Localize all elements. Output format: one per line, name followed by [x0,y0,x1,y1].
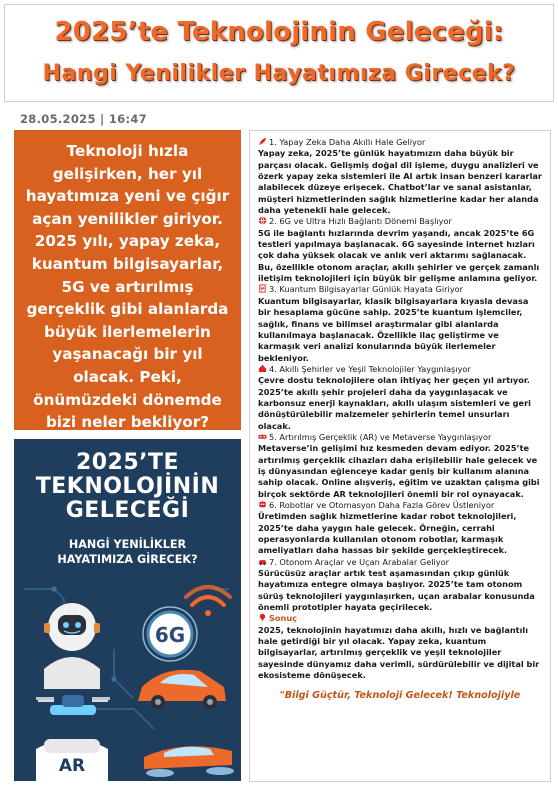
closing-quote: "Bilgi Güçtür, Teknoloji Gelecek! Teknolojiyle [279,689,521,701]
page-title: 2025’te Teknolojinin Geleceği: [54,17,504,47]
poster-artwork [14,439,241,781]
robot-icon [258,500,267,509]
section-body: Üretimden sağlık hizmetlerine kadar robot teknolojileri, 2025’te daha yaygın hale gelecek. Örneğin, cerrahi operasyonlarda kullanılan otonom robotlar, karmaşık ameliyatları daha hassas bir şekilde gerçekleştirecek. [258,511,517,556]
wifi-icon [186,587,230,616]
section-conclusion [258,613,542,681]
section-ai [258,137,542,216]
globe-icon [258,216,267,225]
section-heading: Sonuç [258,613,542,624]
vr-headset-icon [258,432,267,441]
badge-6g-label: 6G [154,623,186,647]
flying-car-figure [144,746,234,777]
poster-title-line2: TEKNOLOJİNİN [35,474,220,499]
car-figure [138,670,226,709]
section-heading: 4. Akıllı Şehirler ve Yeşil Teknolojiler Yaygınlaşıyor [258,364,542,375]
poster-subtitle-line2: HAYATIMIZA GİRECEK? [57,553,198,566]
section-heading: 2. 6G ve Ultra Hızlı Bağlantı Dönemi Başlıyor [258,216,542,227]
pin-icon [258,613,267,622]
poster-title-line3: GELECEĞİ [65,498,190,523]
section-quantum [258,284,542,363]
badge-ar-label: AR [58,756,86,776]
section-heading: 3. Kuantum Bilgisayarlar Günlük Hayata Giriyor [258,284,542,295]
car-icon [258,557,267,566]
section-ar [258,432,542,500]
section-heading: 6. Robotlar ve Otomasyon Daha Fazla Görev Üstleniyor [258,500,542,511]
section-heading: 7. Otonom Araçlar ve Uçan Arabalar Geliyor [258,557,542,568]
title-banner [4,4,554,102]
section-heading: 5. Artırılmış Gerçeklik (AR) ve Metaverse Yaygınlaşıyor [258,432,542,443]
intro-text: Teknoloji hızla gelişirken, her yıl hayatımıza yeni ve çığır açan yenilikler giriyor. 2025 yılı, yapay zeka, kuantum bilgisayarlar, 5G ve artırılmış gerçeklik gibi alanlarda büyük ilerlemelerin yaşanacağı bir yıl olacak. Peki, önümüzdeki dönemde bizi neler bekliyor? [25,142,230,432]
rocket-icon [258,137,267,146]
article-body [249,130,551,782]
document-icon [258,284,267,293]
section-body: Metaverse’in gelişimi hız kesmeden devam ediyor. 2025’te artırılmış gerçeklik cihazları daha erişilebilir hale gelecek ve iş dünyasından eğlenceye kadar geniş bir kullanım alanına sahip olacak. Online alışveriş, eğitim ve uzaktan çalışma gibi birçok sektörde AR teknolojileri önemli bir rol oynayacak. [258,443,540,499]
robot-figure [44,603,100,689]
publish-date: 28.05.2025 | 16:47 [20,112,147,126]
section-body: 2025, teknolojinin hayatımızı daha akıllı, hızlı ve bağlantılı hale getirdiği bir yıl olacak. Yapay zeka, kuantum bilgisayarlar, artırılmış gerçeklik ve yeşil teknolojiler sayesinde dünyamız daha verimli, sürdürülebilir ve dijital bir ekosisteme dönüşecek. [258,624,540,681]
section-body: Kuantum bilgisayarlar, klasik bilgisayarlara kıyasla devasa bir hesaplama gücüne sahip. 2025’te kuantum işlemciler, sağlık, finans ve bilimsel araştırmalar gibi alanlarda kullanılmaya başlanacak. Özellikle ilaç geliştirme ve karmaşık veri analizi konularında büyük ilerlemeler bekleniyor. [258,295,529,363]
section-body: 5G ile bağlantı hızlarında devrim yaşandı, ancak 2025’te 6G testleri yapılmaya başlanacak. 6G sayesinde internet hızları çok daha yüksek olacak ve anlık veri aktarımı sağlanacak. Bu, özellikle otonom araçlar, akıllı şehirler ve gerçek zamanlı iletişim teknolojileri için büyük bir gelişme anlamına geliyor. [258,227,540,284]
section-smart-cities [258,364,542,432]
section-body: Yapay zeka, 2025’te günlük hayatımızın daha büyük bir parçası olacak. Gelişmiş doğal dil işleme, duygu analizleri ve özerk yapay zeka sistemleri ile AI artık insan benzeri kararlar alabilecek düzeye erişecek. Chatbot’lar ve sanal asistanlar, müşteri hizmetlerinden sağlık hizmetlerine kadar her alanda daha yetenekli hale gelecek. [258,148,542,216]
section-heading: 1. Yapay Zeka Daha Akıllı Hale Geliyor [258,137,542,148]
poster-title-line1: 2025’TE [75,450,180,475]
poster-illustration [14,439,241,781]
intro-box [14,130,241,430]
page-subtitle: Hangi Yenilikler Hayatımıza Girecek? [42,61,516,86]
section-body: Sürücüsüz araçlar artık test aşamasından çıkıp günlük hayatımıza entegre olmaya başlıyor. 2025’te tam otonom sürüş teknolojileri yaygınlaşırken, uçan arabalar konusunda önemli prototipler hayata geçirilecek. [258,568,535,613]
house-icon [258,364,267,373]
poster-subtitle-line1: HANGİ YENİLİKLER [68,538,187,551]
section-6g [258,216,542,284]
section-robots [258,500,542,557]
section-body: Çevre dostu teknolojilere olan ihtiyaç her geçen yıl artıyor. 2025’te akıllı şehir projeleri daha da yaygınlaşacak ve karbonsuz enerji kaynakları, akıllı ulaşım sistemleri ve geri dönüştürülebilir malzemeler şehirlerin temel unsurları olacak. [258,375,531,431]
section-autonomous [258,557,542,614]
drone-figure [36,695,110,715]
